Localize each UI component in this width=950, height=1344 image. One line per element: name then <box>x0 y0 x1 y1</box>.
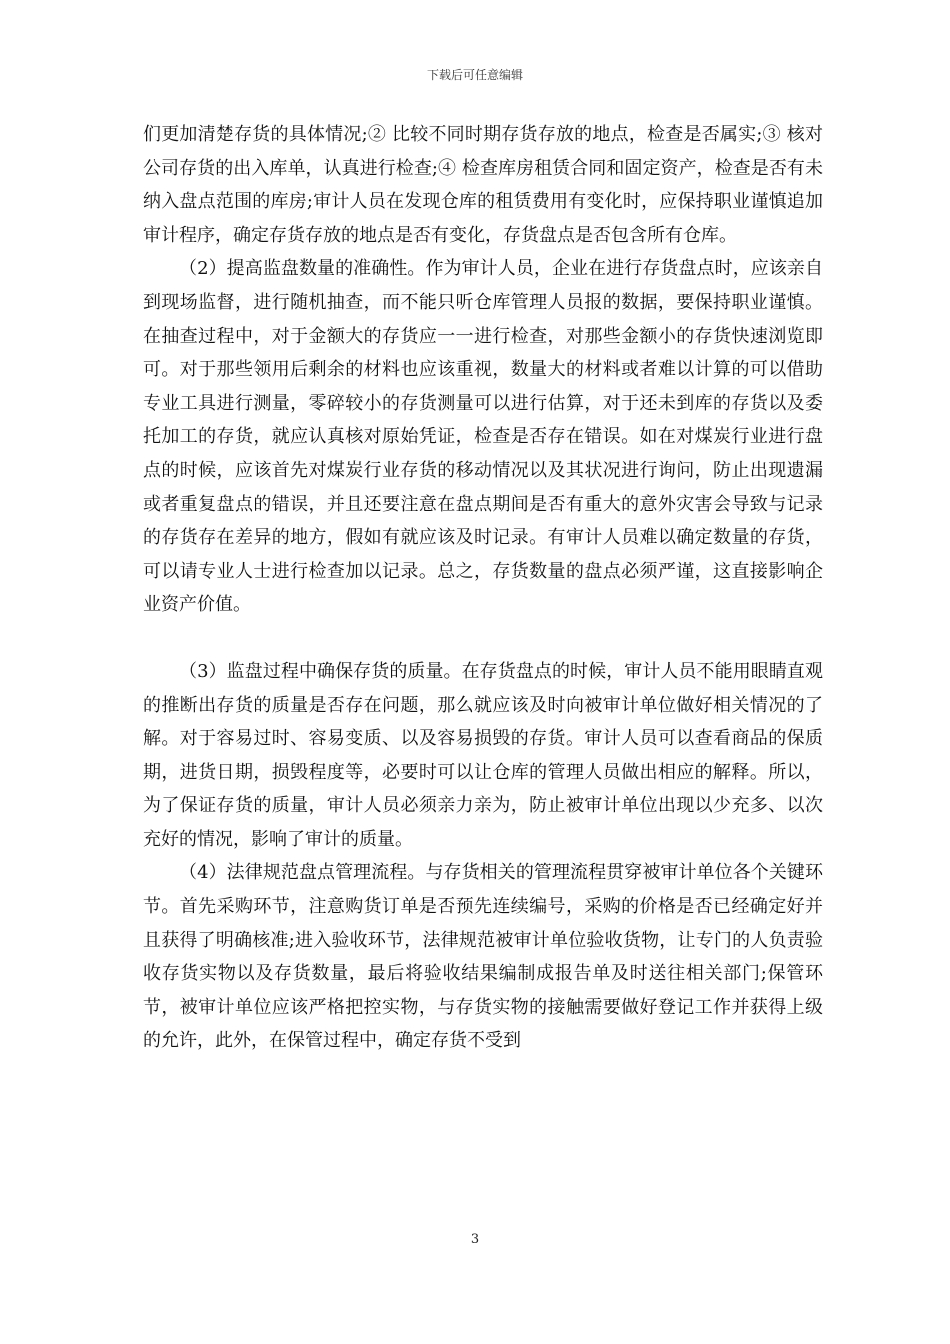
paragraph-2: （2）提高监盘数量的准确性。作为审计人员，企业在进行存货盘点时，应该亲自到现场监督，进行随机抽查，而不能只听仓库管理人员报的数据，要保持职业谨慎。在抽查过程中，对于金额大的存货应一一进行检查，对那些金额小的存货快速浏览即可。对于那些领用后剩余的材料也应该重视，数量大的材料或者难以计算的可以借助专业工具进行测量，零碎较小的存货测量可以进行估算，对于还未到库的存货以及委托加工的存货，就应认真核对原始凭证，检查是否存在错误。如在对煤炭行业进行盘点的时候，应该首先对煤炭行业存货的移动情况以及其状况进行询问，防止出现遗漏或者重复盘点的错误，并且还要注意在盘点期间是否有重大的意外灾害会导致与记录的存货存在差异的地方，假如有就应该及时记录。有审计人员难以确定数量的存货，可以请专业人士进行检查加以记录。总之，存货数量的盘点必须严谨，这直接影响企业资产价值。 <box>143 258 823 616</box>
document-body <box>143 118 823 1058</box>
paragraph-4: （4）法律规范盘点管理流程。与存货相关的管理流程贯穿被审计单位各个关键环节。首先采购环节，注意购货订单是否预先连续编号，采购的价格是否已经确定好并且获得了明确核准;进入验收环节，法律规范被审计单位验收货物，让专门的人负责验收存货实物以及存货数量，最后将验收结果编制成报告单及时送往相关部门;保管环节，被审计单位应该严格把控实物，与存货实物的接触需要做好登记工作并获得上级的允许，此外，在保管过程中，确定存货不受到 <box>143 862 823 1052</box>
paragraph-continuation: 们更加清楚存货的具体情况;② 比较不同时期存货存放的地点，检查是否属实;③ 核对公司存货的出入库单，认真进行检查;④ 检查库房租赁合同和固定资产，检查是否有未纳入盘点范围的库房;审计人员在发现仓库的租赁费用有变化时，应保持职业谨慎追加审计程序，确定存货存放的地点是否有变化，存货盘点是否包含所有仓库。 <box>143 124 823 246</box>
page-number: 3 <box>470 1232 480 1247</box>
paragraph-3: （3）监盘过程中确保存货的质量。在存货盘点的时候，审计人员不能用眼睛直观的推断出存货的质量是否存在问题，那么就应该及时向被审计单位做好相关情况的了解。对于容易过时、容易变质、以及容易损毁的存货。审计人员可以查看商品的保质期，进货日期，损毁程度等，必要时可以让仓库的管理人员做出相应的解释。所以，为了保证存货的质量，审计人员必须亲力亲为，防止被审计单位出现以少充多、以次充好的情况，影响了审计的质量。 <box>143 660 823 850</box>
page-header: 下载后可任意编辑 <box>426 68 523 82</box>
